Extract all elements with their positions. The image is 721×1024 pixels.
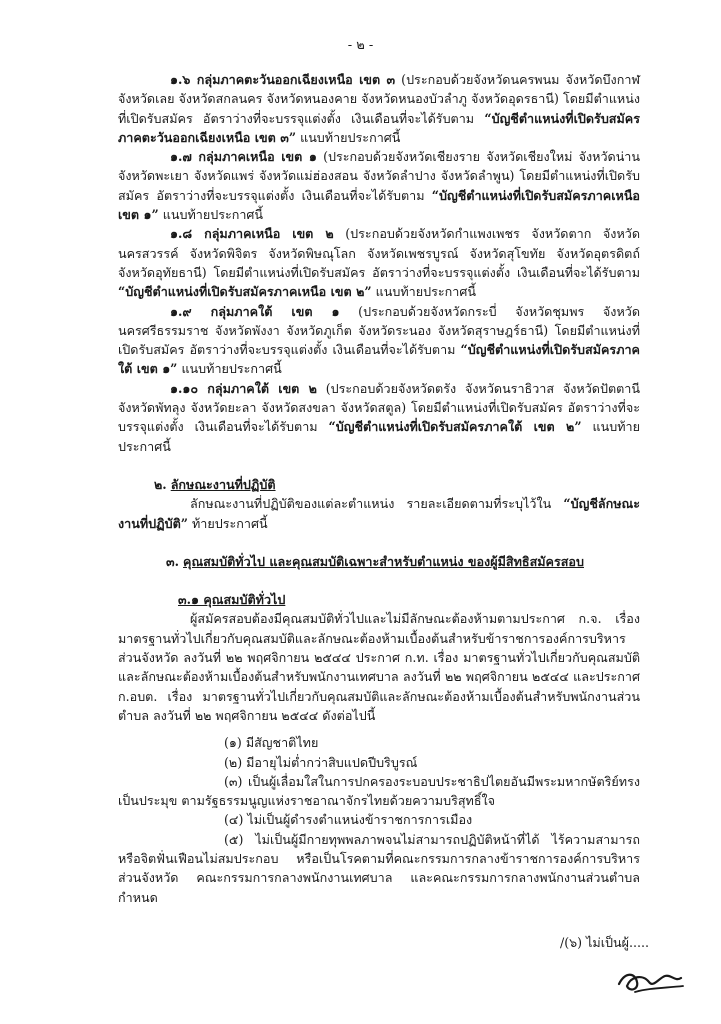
section-3-number: ๓. [166,553,179,569]
section-1-9-body: (ประกอบด้วยจังหวัดกระบี่ จังหวัดชุมพร จังหวัดนครศรีธรรมราช จังหวัดพังงา จังหวัดภูเก็ต จังหวัดระนอง จังหวัดสุราษฎร์ธานี) โดยมีตำแหน่งที่เปิดรับสมัคร อัตราว่างที่จะบรรจุแต่งตั้ง เงินเดือนที่จะได้รับตาม [118,303,640,358]
section-1-8-tail: แนบท้ายประกาศนี้ [371,284,476,300]
section-1-7-heading: ๑.๗ กลุ่มภาคเหนือ เขต ๑ [170,149,317,165]
section-3-title: คุณสมบัติทั่วไป และคุณสมบัติเฉพาะสำหรับตำแหน่ง ของผู้มีสิทธิสมัครสอบ [183,553,584,569]
section-2-heading [154,475,640,494]
section-2-ref: “บัญชีลักษณะงานที่ปฏิบัติ” [118,496,640,531]
section-1-6-tail: แนบท้ายประกาศนี้ [296,129,401,145]
section-1-6-body: (ประกอบด้วยจังหวัดนครพนม จังหวัดบึงกาฬ จังหวัดเลย จังหวัดสกลนคร จังหวัดหนองคาย จังหวัดหนองบัวลำภู จังหวัดอุดรธานี) โดยมีตำแหน่งที่เปิดรับสมัคร อัตราว่างที่จะบรรจุแต่งตั้ง เงินเดือนที่จะได้รับตาม [118,72,640,126]
section-1-8-heading: ๑.๘ กลุ่มภาคเหนือ เขต ๒ [170,226,334,242]
section-2-tail: ท้ายประกาศนี้ [188,515,268,531]
section-1-6 [118,70,640,147]
list-item: (๕) ไม่เป็นผู้มีกายทุพพลภาพจนไม่สามารถปฏิบัติหน้าที่ได้ ไร้ความสามารถ หรือจิตฟั่นเฟือนไม่สมประกอบ หรือเป็นโรคตามที่คณะกรรมการกลางข้าราชการองค์การบริหารส่วนจังหวัด คณะกรรมการกลางพนักงานเทศบาล และคณะกรรมการกลางพนักงานส่วนตำบลกำหนด [118,831,640,905]
section-1-7-body: (ประกอบด้วยจังหวัดเชียงราย จังหวัดเชียงใหม่ จังหวัดน่าน จังหวัดพะเยา จังหวัดแพร่ จังหวัดแม่ฮ่องสอน จังหวัดลำปาง จังหวัดลำพูน) โดยมีตำแหน่งที่เปิดรับสมัคร อัตราว่างที่จะบรรจุแต่งตั้ง เงินเดือนที่จะได้รับตาม [118,149,640,203]
document-body [118,70,640,907]
section-1-10-ref: “บัญชีตำแหน่งที่เปิดรับสมัครภาคใต้ เขต ๒” [328,419,582,435]
section-1-9-ref: “บัญชีตำแหน่งที่เปิดรับสมัครภาคใต้ เขต ๑” [118,342,640,377]
section-2-title: ลักษณะงานที่ปฏิบัติ [170,476,276,492]
section-1-10-heading: ๑.๑๐ กลุ่มภาคใต้ เขต ๒ [170,380,317,396]
section-3-heading [166,552,640,571]
section-1-10-body: (ประกอบด้วยจังหวัดตรัง จังหวัดนราธิวาส จังหวัดปัตตานี จังหวัดพัทลุง จังหวัดยะลา จังหวัดสงขลา จังหวัดสตูล) โดยมีตำแหน่งที่เปิดรับสมัคร อัตราว่างที่จะบรรจุแต่งตั้ง เงินเดือนที่จะได้รับตาม [118,380,640,435]
section-1-8 [118,224,640,301]
section-2-number: ๒. [154,476,167,492]
section-1-7-tail: แนบท้ายประกาศนี้ [158,207,264,223]
section-1-8-body: (ประกอบด้วยจังหวัดกำแพงเพชร จังหวัดตาก จังหวัดนครสวรรค์ จังหวัดพิจิตร จังหวัดพิษณุโลก จังหวัดเพชรบูรณ์ จังหวัดสุโขทัย จังหวัดอุตรดิตถ์ จังหวัดอุทัยธานี) โดยมีตำแหน่งที่เปิดรับสมัคร อัตราว่างที่จะบรรจุแต่งตั้ง เงินเดือนที่จะได้รับตาม [118,226,640,280]
list-item: (๔) ไม่เป็นผู้ดำรงตำแหน่งข้าราชการการเมือง [224,812,473,828]
section-3-1-body: ผู้สมัครสอบต้องมีคุณสมบัติทั่วไปและไม่มีลักษณะต้องห้ามตามประกาศ ก.จ. เรื่อง มาตรฐานทั่วไปเกี่ยวกับคุณสมบัติและลักษณะต้องห้ามเบื้องต้นสำหรับข้าราชการองค์การบริหารส่วนจังหวัด ลงวันที่ ๒๒ พฤศจิกายน ๒๕๔๔ ประกาศ ก.ท. เรื่อง มาตรฐานทั่วไปเกี่ยวกับคุณสมบัติและลักษณะต้องห้ามเบื้องต้นสำหรับพนักงานเทศบาล ลงวันที่ ๒๒ พฤศจิกายน ๒๕๔๔ และประกาศ ก.อบต. เรื่อง มาตรฐานทั่วไปเกี่ยวกับคุณสมบัติและลักษณะต้องห้ามเบื้องต้นสำหรับพนักงานส่วนตำบล ลงวันที่ ๒๒ พฤศจิกายน ๒๕๔๔ ดังต่อไปนี้ [118,611,640,723]
initials-signature [615,958,685,998]
section-1-8-ref: “บัญชีตำแหน่งที่เปิดรับสมัครภาคเหนือ เขต ๒” [118,284,372,300]
list-item: (๒) มีอายุไม่ต่ำกว่าสิบแปดปีบริบูรณ์ [224,754,418,770]
list-item: (๓) เป็นผู้เลื่อมใสในการปกครองระบอบประชาธิปไตยอันมีพระมหากษัตริย์ทรงเป็นประมุข ตามรัฐธรรมนูญแห่งราชอาณาจักรไทยด้วยความบริสุทธิ์ใจ [118,773,640,809]
section-2-paragraph [118,494,640,533]
section-1-9-tail: แนบท้ายประกาศนี้ [177,361,282,377]
list-item: (๑) มีสัญชาติไทย [224,735,319,751]
section-3-1-heading [178,590,640,609]
section-1-6-ref: “บัญชีตำแหน่งที่เปิดรับสมัครภาคตะวันออกเฉียงเหนือ เขต ๓” [118,110,640,145]
section-1-7-ref: “บัญชีตำแหน่งที่เปิดรับสมัครภาคเหนือ เขต ๑” [118,187,640,223]
section-1-10 [118,379,640,456]
section-1-7 [118,147,640,224]
section-1-9-heading: ๑.๙ กลุ่มภาคใต้ เขต ๑ [170,303,340,319]
section-3-1-title: ๓.๑ คุณสมบัติทั่วไป [178,592,286,608]
section-1-10-tail: แนบท้ายประกาศนี้ [118,419,640,454]
section-1-9 [118,302,640,379]
section-1-6-heading: ๑.๖ กลุ่มภาคตะวันออกเฉียงเหนือ เขต ๓ [170,72,396,87]
section-2-body: ลักษณะงานที่ปฏิบัติของแต่ละตำแหน่ง รายละเอียดตามที่ระบุไว้ใน [190,496,564,512]
continuation-marker: /(๖) ไม่เป็นผู้..... [560,935,650,950]
page-number: - ๒ - [347,38,374,53]
